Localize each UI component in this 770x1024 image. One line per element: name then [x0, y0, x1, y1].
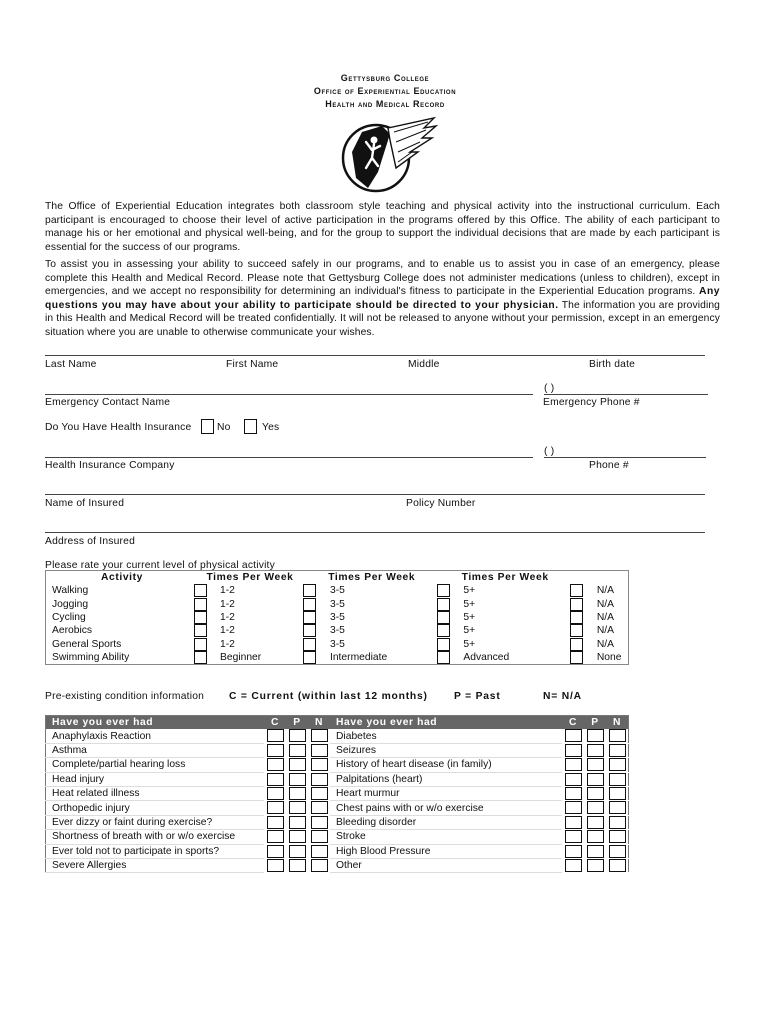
insured-line[interactable] — [45, 494, 705, 495]
emergency-contact-line[interactable] — [45, 394, 533, 395]
na-checkbox[interactable] — [609, 744, 626, 757]
col-p-left: P — [286, 716, 308, 730]
condition-row — [46, 858, 629, 872]
activity-level-label: 1-2 — [220, 638, 235, 650]
address-line[interactable] — [45, 532, 705, 533]
condition-row — [46, 801, 629, 815]
condition-label: Severe Allergies — [46, 858, 265, 872]
insurance-question: Do You Have Health Insurance — [45, 422, 192, 433]
current-checkbox[interactable] — [267, 801, 284, 814]
current-checkbox[interactable] — [565, 729, 582, 742]
col-n-right: N — [606, 716, 629, 730]
na-checkbox[interactable] — [609, 787, 626, 800]
na-checkbox[interactable] — [609, 859, 626, 872]
condition-row — [46, 772, 629, 786]
activity-level-checkbox[interactable] — [303, 651, 316, 664]
current-checkbox[interactable] — [565, 845, 582, 858]
na-checkbox[interactable] — [609, 801, 626, 814]
activity-name: Walking — [52, 585, 89, 597]
past-checkbox[interactable] — [289, 729, 306, 742]
activity-level-checkbox[interactable] — [570, 651, 583, 664]
activity-level-label: Beginner — [220, 651, 262, 663]
insurance-company-label: Health Insurance Company — [45, 460, 175, 471]
condition-label: Orthopedic injury — [46, 801, 265, 815]
current-checkbox[interactable] — [267, 758, 284, 771]
na-checkbox[interactable] — [311, 773, 328, 786]
activity-level-label: 3-5 — [329, 625, 345, 637]
college-name: Gettysburg College — [340, 73, 430, 83]
activity-level-checkbox[interactable] — [194, 638, 207, 651]
current-checkbox[interactable] — [267, 729, 284, 742]
activity-level-checkbox[interactable] — [303, 598, 316, 611]
past-checkbox[interactable] — [587, 758, 604, 771]
na-checkbox[interactable] — [311, 845, 328, 858]
activity-level-checkbox[interactable] — [194, 584, 207, 597]
activity-level-checkbox[interactable] — [570, 624, 583, 637]
past-checkbox[interactable] — [587, 787, 604, 800]
condition-row — [46, 758, 629, 772]
insurance-no-label: No — [217, 422, 231, 433]
activity-row — [46, 651, 629, 665]
past-checkbox[interactable] — [587, 845, 604, 858]
activity-level-label: 5+ — [463, 612, 476, 624]
col-n-left: N — [308, 716, 330, 730]
condition-label: Diabetes — [330, 729, 562, 743]
legend-past: P = Past — [454, 691, 501, 702]
past-checkbox[interactable] — [289, 801, 306, 814]
times-header-3: Times Per Week — [461, 572, 549, 583]
activity-level-checkbox[interactable] — [570, 598, 583, 611]
activity-level-checkbox[interactable] — [437, 584, 450, 597]
condition-row — [46, 844, 629, 858]
confidentiality-text: The information you are providing in this Health and Medical Record will be treated confidentially. It will not be released to anyone without your permission, except in an emergency situation where you are unable to otherwise communicate your wishes. — [45, 299, 720, 338]
activity-row — [46, 624, 629, 637]
condition-row — [46, 830, 629, 844]
activity-level-checkbox[interactable] — [194, 651, 207, 664]
activity-level-label: 3-5 — [329, 612, 345, 624]
current-checkbox[interactable] — [267, 773, 284, 786]
insurance-phone-label: Phone # — [589, 460, 629, 471]
conditions-table — [45, 715, 629, 873]
policy-number-label: Policy Number — [406, 498, 476, 509]
activity-table — [45, 570, 629, 665]
col-c-right: C — [562, 716, 584, 730]
na-checkbox[interactable] — [311, 787, 328, 800]
activity-prompt: Please rate your current level of physical activity — [45, 560, 275, 571]
condition-label: Ever told not to participate in sports? — [46, 844, 265, 858]
insurance-phone-line[interactable] — [544, 457, 706, 458]
emergency-contact-label: Emergency Contact Name — [45, 397, 171, 408]
na-checkbox[interactable] — [311, 830, 328, 843]
condition-label: Heart murmur — [330, 786, 562, 800]
current-checkbox[interactable] — [565, 801, 582, 814]
past-checkbox[interactable] — [587, 801, 604, 814]
past-checkbox[interactable] — [587, 816, 604, 829]
activity-level-checkbox[interactable] — [570, 584, 583, 597]
na-checkbox[interactable] — [609, 773, 626, 786]
activity-level-checkbox[interactable] — [437, 638, 450, 651]
legend-current: C = Current (within last 12 months) — [229, 691, 428, 702]
condition-row — [46, 786, 629, 800]
activity-level-label: N/A — [596, 598, 615, 610]
na-checkbox[interactable] — [311, 859, 328, 872]
condition-label: Head injury — [46, 772, 265, 786]
current-checkbox[interactable] — [267, 787, 284, 800]
emergency-phone-line[interactable] — [544, 394, 708, 395]
current-checkbox[interactable] — [565, 773, 582, 786]
activity-level-checkbox[interactable] — [194, 611, 207, 624]
activity-level-checkbox[interactable] — [570, 611, 583, 624]
current-checkbox[interactable] — [565, 744, 582, 757]
conditions-header-left: Have you ever had — [46, 716, 265, 730]
activity-level-checkbox[interactable] — [437, 611, 450, 624]
emergency-phone-paren: ( ) — [544, 383, 555, 394]
activity-name: Aerobics — [52, 625, 93, 637]
past-checkbox[interactable] — [289, 859, 306, 872]
conditions-header-right: Have you ever had — [330, 716, 562, 730]
activity-level-label: N/A — [596, 625, 615, 637]
activity-level-checkbox[interactable] — [437, 624, 450, 637]
past-checkbox[interactable] — [289, 816, 306, 829]
activity-level-checkbox[interactable] — [303, 584, 316, 597]
na-checkbox[interactable] — [609, 816, 626, 829]
insurance-yes-checkbox[interactable] — [244, 419, 257, 434]
na-checkbox[interactable] — [311, 744, 328, 757]
activity-level-label: 3-5 — [329, 638, 345, 650]
current-checkbox[interactable] — [565, 816, 582, 829]
office-name: Office of Experiential Education — [313, 86, 457, 96]
activity-level-label: 3-5 — [329, 598, 345, 610]
past-checkbox[interactable] — [289, 787, 306, 800]
condition-label: Seizures — [330, 743, 562, 757]
activity-level-label: 1-2 — [220, 598, 235, 610]
activity-level-label: 1-2 — [220, 625, 235, 637]
condition-label: Complete/partial hearing loss — [46, 758, 265, 772]
activity-level-label: 5+ — [463, 598, 476, 610]
activity-level-checkbox[interactable] — [437, 651, 450, 664]
activity-level-label: 5+ — [463, 638, 476, 650]
address-insured-label: Address of Insured — [45, 536, 136, 547]
condition-label: Shortness of breath with or w/o exercise — [46, 830, 265, 844]
middle-label: Middle — [408, 359, 440, 370]
condition-label: Ever dizzy or faint during exercise? — [46, 815, 265, 829]
na-checkbox[interactable] — [311, 801, 328, 814]
activity-row — [46, 598, 629, 611]
current-checkbox[interactable] — [565, 830, 582, 843]
activity-name: Jogging — [52, 598, 89, 610]
condition-label: History of heart disease (in family) — [330, 758, 562, 772]
activity-level-label: Intermediate — [329, 651, 388, 663]
activity-name: General Sports — [52, 638, 122, 650]
current-checkbox[interactable] — [267, 859, 284, 872]
activity-level-label: Advanced — [463, 651, 510, 663]
last-name-label: Last Name — [45, 359, 97, 370]
past-checkbox[interactable] — [587, 859, 604, 872]
na-checkbox[interactable] — [609, 830, 626, 843]
activity-level-checkbox[interactable] — [194, 624, 207, 637]
condition-label: Asthma — [46, 743, 265, 757]
name-line[interactable] — [45, 355, 705, 356]
condition-label: High Blood Pressure — [330, 844, 562, 858]
emergency-phone-label: Emergency Phone # — [543, 397, 640, 408]
condition-label: Heat related illness — [46, 786, 265, 800]
condition-label: Bleeding disorder — [330, 815, 562, 829]
condition-label: Palpitations (heart) — [330, 772, 562, 786]
activity-level-label: N/A — [596, 612, 615, 624]
condition-label: Chest pains with or w/o exercise — [330, 801, 562, 815]
intro-paragraph-2-text: To assist you in assessing your ability to succeed safely in our programs, and to enable us to assist you in case of an emergency, please complete this Health and Medical Record. Please note that Gettysburg College does not administer medications (unless to children), except in emergencies, and we accept no responsibility for determining an individual's fitness to participate in the Experiential Education programs. — [45, 259, 720, 298]
na-checkbox[interactable] — [311, 758, 328, 771]
col-p-right: P — [584, 716, 606, 730]
activity-level-checkbox[interactable] — [437, 598, 450, 611]
na-checkbox[interactable] — [609, 729, 626, 742]
activity-row — [46, 637, 629, 650]
past-checkbox[interactable] — [587, 773, 604, 786]
current-checkbox[interactable] — [565, 758, 582, 771]
past-checkbox[interactable] — [289, 744, 306, 757]
insurance-company-line[interactable] — [45, 457, 533, 458]
activity-row — [46, 611, 629, 624]
condition-label: Stroke — [330, 830, 562, 844]
condition-row — [46, 729, 629, 743]
activity-level-checkbox[interactable] — [570, 638, 583, 651]
na-checkbox[interactable] — [311, 729, 328, 742]
insurance-no-checkbox[interactable] — [201, 419, 214, 434]
past-checkbox[interactable] — [587, 830, 604, 843]
condition-label: Other — [330, 858, 562, 872]
times-header-1: Times Per Week — [206, 571, 294, 583]
current-checkbox[interactable] — [267, 830, 284, 843]
na-checkbox[interactable] — [311, 816, 328, 829]
activity-level-checkbox[interactable] — [303, 611, 316, 624]
times-header-2: Times Per Week — [328, 572, 416, 583]
climber-logo-icon — [338, 112, 440, 198]
current-checkbox[interactable] — [267, 744, 284, 757]
activity-level-label: 5+ — [463, 585, 476, 597]
activity-level-checkbox[interactable] — [303, 624, 316, 637]
activity-name: Cycling — [52, 612, 86, 624]
current-checkbox[interactable] — [267, 816, 284, 829]
activity-level-label: N/A — [596, 585, 615, 597]
activity-level-checkbox[interactable] — [194, 598, 207, 611]
activity-level-label: None — [596, 651, 622, 663]
activity-level-label: 1-2 — [220, 612, 235, 624]
condition-label: Anaphylaxis Reaction — [46, 729, 265, 743]
insurance-yes-label: Yes — [262, 422, 280, 433]
times-header-4 — [569, 571, 629, 585]
current-checkbox[interactable] — [565, 787, 582, 800]
birth-date-label: Birth date — [589, 359, 636, 370]
condition-row — [46, 815, 629, 829]
form-title: Health and Medical Record — [325, 99, 445, 109]
past-checkbox[interactable] — [289, 758, 306, 771]
activity-level-label: 3-5 — [329, 585, 345, 597]
current-checkbox[interactable] — [565, 859, 582, 872]
current-checkbox[interactable] — [267, 845, 284, 858]
insurance-phone-paren: ( ) — [544, 446, 555, 457]
intro-paragraph-2 — [45, 258, 720, 340]
col-c-left: C — [264, 716, 286, 730]
condition-row — [46, 743, 629, 757]
name-insured-label: Name of Insured — [45, 498, 125, 509]
past-checkbox[interactable] — [289, 830, 306, 843]
activity-name: Swimming Ability — [52, 651, 130, 663]
past-checkbox[interactable] — [289, 773, 306, 786]
activity-level-label: 1-2 — [220, 585, 235, 597]
past-checkbox[interactable] — [587, 729, 604, 742]
activity-header: Activity — [101, 572, 143, 584]
past-checkbox[interactable] — [289, 845, 306, 858]
activity-level-label: N/A — [596, 638, 615, 650]
past-checkbox[interactable] — [587, 744, 604, 757]
first-name-label: First Name — [226, 359, 279, 370]
activity-level-label: 5+ — [463, 625, 476, 637]
physician-notice: Any questions you may have about your ability to participate should be directed to your physician. — [45, 286, 720, 311]
condition-intro: Pre-existing condition information — [45, 691, 205, 702]
activity-level-checkbox[interactable] — [303, 638, 316, 651]
legend-na: N= N/A — [543, 691, 582, 702]
intro-paragraph-1: The Office of Experiential Education integrates both classroom style teaching and physical activity into the instructional curriculum. Each participant is encouraged to choose their level of active participation in the programs offered by this Office. The ability of each participant to manage his or her emotional and physical well-being, and for the group to support the individual decisions that are made by each participant is essential for the success of our programs. — [45, 201, 720, 253]
activity-row — [46, 584, 629, 597]
na-checkbox[interactable] — [609, 845, 626, 858]
na-checkbox[interactable] — [609, 758, 626, 771]
